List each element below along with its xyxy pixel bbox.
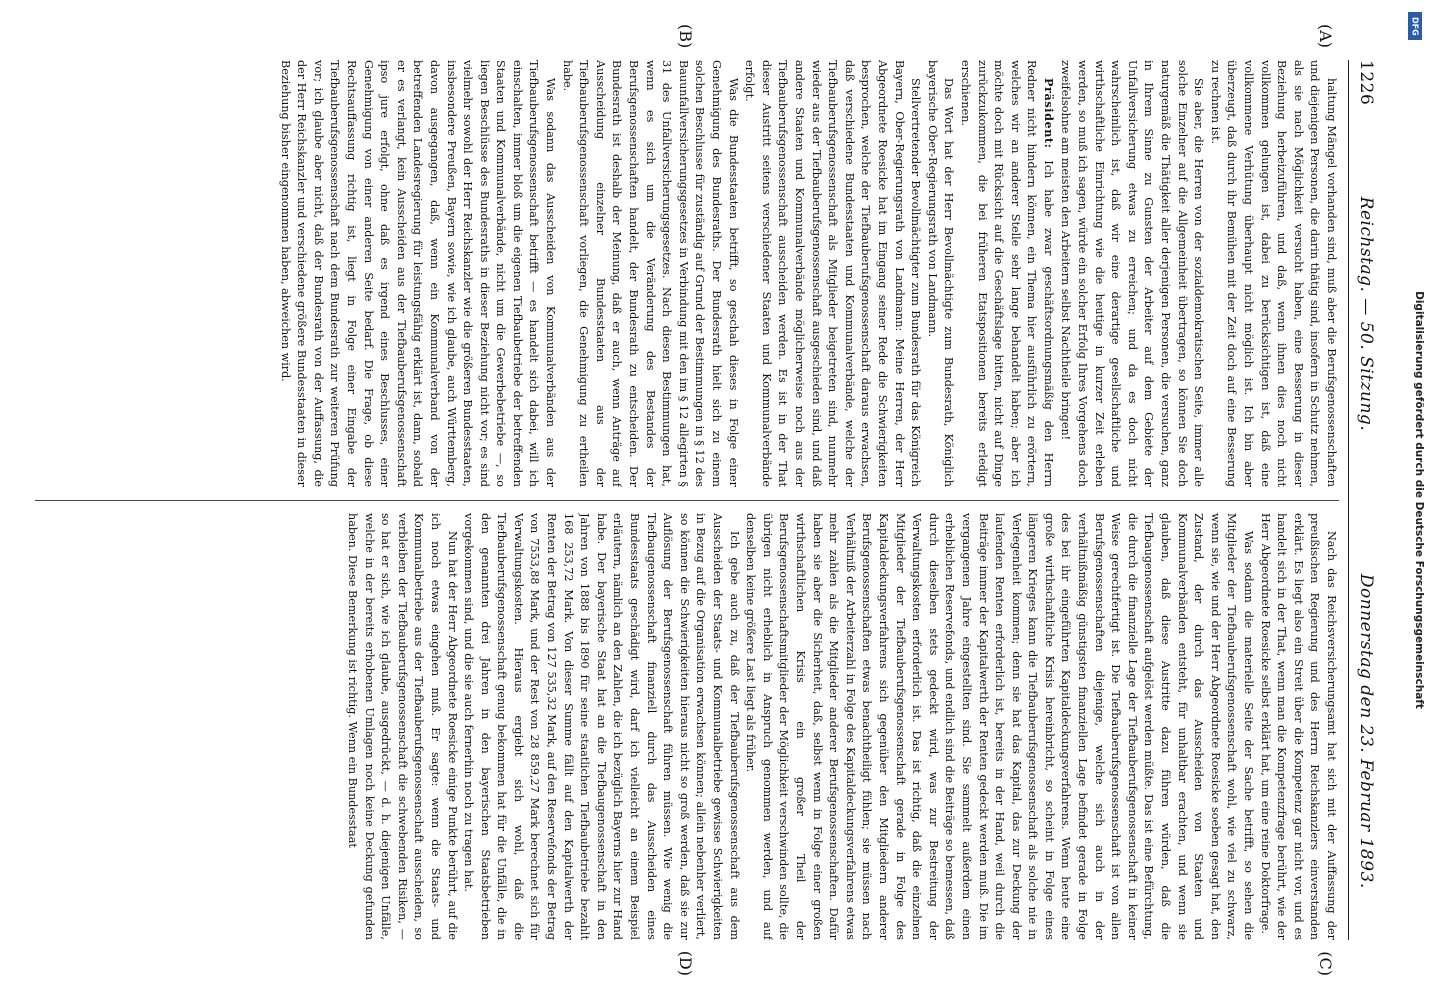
paragraph xyxy=(956,60,1057,487)
paragraph xyxy=(1206,60,1339,487)
right-column xyxy=(35,513,1339,940)
paragraph xyxy=(923,60,956,487)
paragraph xyxy=(343,513,459,940)
paragraph-text: haltung Mängel vorhanden sind, muß aber die Berufsgenossenschaften und diejenigen Personen, die darin thätig sind, insofern in Schutz nehmen, als sie nach Möglichkeit versucht haben, eine Besserung in dieser Beziehung herbeizuführen, und daß, wenn ihnen dies noch nicht vollkommen gelungen ist, dabei zu berücksichtigen ist, daß eine vollkommene Verhütung überhaupt nicht möglich ist. Ich bin aber überzeugt, daß durch ihr Bemühen mit der Zeit doch auf eine Besserung zu rechnen ist. xyxy=(1208,60,1338,487)
paragraph-text: Das Wort hat der Herr Bevollmächtigte zum Bundesrath, Königlich bayerische Ober-Regierungsrath von Landmann. xyxy=(925,60,956,487)
header-rule xyxy=(1348,60,1349,940)
paragraph xyxy=(741,60,924,487)
document-page xyxy=(15,20,1395,980)
paragraph-text: Ich gebe auch zu, daß der Tiefbauberufsgenossenschaft aus dem Ausscheiden der Staats- und Kommunalbetriebe gewisse Schwierigkeiten in Bezug auf die Organisation erwachsen können; allein nebenher verliert, so können die Schwierigkeiten hieraus nicht so groß werden, daß sie zur Auflösung der Berufsgenossenschaft führen müssen. Wie wenig die Tiefbaugenossenschaft finanziell durch das Ausscheiden eines Bundesstaats geschädigt wird, darf ich vielleicht an einem Beispiel erläutern, nämlich an den Zahlen, die ich bezüglich Bayerns hier zur Hand habe. Der bayerische Staat hat an die Tiefbaugenossenschaft in den Jahren von 1888 bis 1890 für seine staatlichen Tiefbaubetriebe bezahlt 168 253,72 Mark. Von dieser Summe fällt auf den Kapitalwerth der Renten der Betrag von 127 535,32 Mark, auf den Reservefonds der Betrag von 7553,88 Mark, und der Rest von 28 859,27 Mark berechnet sich für Verwaltungskosten. Hieraus ergiebt sich wohl, daß die Tiefbauberufsgenossenschaft genug bekommen hat für die Unfälle, die in den genannten drei Jahren in den bayerischen Staatsbetrieben vorgekommen sind, und die sie auch fernerhin noch zu tragen hat. xyxy=(462,513,741,940)
paragraph-text: Stellvertretender Bevollmächtigter zum Bundesrath für das Königreich Bayern, Ober-Regierungsrath von Landmann: Meine Herren, der Herr Abgeordnete Roesicke hat im Eingang seiner Rede die Schwierigkeiten besprochen, welche der Tiefbauberufsgenossenschaft daraus erwachsen, daß verschiedene Bundesstaaten und Kommunalverbände, welche der Tiefbauberufsgenossenschaft als Mitglieder beigetreten sind, nunmehr wieder aus der Tiefbauberufsgenossenschaft ausgeschieden sind, und daß andere Staaten und Kommunalverbände möglicherweise noch aus der Tiefbauberufsgenossenschaft ausscheiden werden. Es ist in der That dieser Austritt seitens verschiedener Staaten und Kommunalverbände erfolgt. xyxy=(743,60,923,487)
margin-mark-d: (D) xyxy=(676,950,695,976)
paragraph xyxy=(460,513,742,940)
paragraph-text: Nun hat der Herr Abgeordnete Roesicke einige Punkte berührt, auf die ich noch etwas eingehen muß. Er sagte: wenn die Staats- und Kommunalbetriebe aus der Tiefbauberufsgenossenschaft ausscheiden, so verbleiben der Tiefbauberufsgenossenschaft die schwebenden Risiken, — so hat er sich, wie ich glaube, ausgedrückt, — d. h. diejenigen Unfälle, welche in der bereits erhobenen Umlagen noch keine Deckung gefunden haben. Diese Bemerkung ist richtig. Wenn ein Bundesstaat xyxy=(345,513,459,940)
paragraph-text: Nach das Reichsversicherungsamt hat sich mit der Auffassung der preußischen Regierung und des Herrn Reichskanzlers einverstanden erklärt. Es liegt also ein Streit über die Kompetenz gar nicht vor, und es handelt sich in der That, wenn man die Kompetenzfrage berührt, wie der Herr Abgeordnete Roesicke selbst erklärt hat, um eine reine Doktorfrage. xyxy=(1258,513,1338,940)
paragraph xyxy=(1256,513,1339,940)
speaker-name: Präsident: xyxy=(1041,78,1056,161)
dfg-logo: DFG xyxy=(1408,12,1422,40)
paragraph xyxy=(742,513,1256,940)
margin-mark-a: (A) xyxy=(1316,24,1335,49)
left-column xyxy=(35,60,1339,487)
digitization-sidebar xyxy=(1412,8,1426,992)
column-divider xyxy=(35,500,1339,501)
session-title: Reichstag. — 50. Sitzung. xyxy=(1356,196,1376,432)
digitization-note: Digitalisierung gefördert durch die Deutsche Forschungsgemeinschaft xyxy=(1413,291,1425,709)
paragraph xyxy=(1057,60,1206,487)
paragraph-text: Ich habe zwar geschäftsordnungsmäßig den Herrn Redner nicht hindern können, ein Thema hier ausführlich zu erörtern, welches wir an anderer Stelle sehr lange behandelt haben; aber ich möchte doch mit Rücksicht auf die Geschäftslage bitten, nicht auf Dinge zurückzukommen, die bei früheren Etatspositionen bereits erledigt erschienen. xyxy=(958,60,1055,487)
paragraph-text: Was sodann das Ausscheiden von Kommunalverbänden aus der Tiefbauberufsgenossenschaft betrifft — es handelt sich dabei, will ich einschalten, immer bloß um die eigenen Tiefbaubetriebe der betreffenden Staaten und Kommunalverbände, nicht um die Gewerbebetriebe —, so liegen Beschlüsse des Bundesraths in dieser Beziehung nicht vor; es sind vielmehr sowohl der Herr Reichskanzler wie die größeren Bundesstaaten, insbesondere Preußen, Bayern sowie, wie ich glaube, auch Württemberg, davon ausgegangen, daß, wenn ein Kommunalverband von der betreffenden Landesregierung für leistungsfähig erklärt ist, dann, sobald er es verlangt, kein Ausscheiden aus der Tiefbauberufsgenossenschaft ipso jure erfolgt, ohne daß es irgend eines Beschlusses, einer Genehmigung von einer anderen Seite bedarf. Die Frage, ob diese Rechtsauffassung richtig ist, liegt in Folge einer Eingabe der Tiefbauberufsgenossenschaft nach dem Bundesrath zur weiteren Prüfung vor; ich glaube aber nicht, daß der Bundesrath von der Auffassung, die der Herr Reichskanzler und verschiedene größere Bundesstaaten in dieser Beziehung bisher eingenommen haben, abweichen wird. xyxy=(278,60,558,487)
paragraph-text: Was die Bundesstaaten betrifft, so geschah dieses in Folge einer Genehmigung des Bundesraths. Der Bundesrath hielt sich zu einem solchen Beschlusse für zuständig auf Grund der Bestimmungen in § 12 des Bauunfallversicherungsgesetzes in Verbindung mit den im § 12 allegirten § 31 des Unfallversicherungsgesetzes. Nach diesen Bestimmungen hat, wenn es sich um die Veränderung des Bestandes der Berufsgenossenschaften handelt, der Bundesrath zu entscheiden. Der Bundesrath ist deshalb der Meinung, daß er auch, wenn Anträge auf Ausscheidung einzelner Bundesstaaten aus der Tiefbauberufsgenossenschaft vorliegen, die Genehmigung zu ertheilen habe. xyxy=(560,60,740,487)
paragraph xyxy=(558,60,741,487)
session-date: Donnerstag den 23. Februar 1893. xyxy=(1356,573,1376,889)
paragraph xyxy=(276,60,558,487)
page-header xyxy=(1353,60,1379,940)
paragraph-text: Was sodann die materielle Seite der Sache betrifft, so sehen die Mitglieder der Tiefbauberufsgenossenschaft wohl, wie viel zu schwarz, wenn sie, wie und der Herr Abgeordnete Roesicke soeben gesagt hat, den Zustand, der durch das Ausscheiden von Staaten und Kommunalverbänden entsteht, für unhaltbar erachten, und wenn sie glauben, daß diese Austritte dazu führen würden, daß die Tiefbaugenossenschaft aufgelöst werden müßte. Das ist eine Befürchtung, die durch die finanzielle Lage der Tiefbauberufsgenossenschaft in keiner Weise gerechtfertigt ist. Die Tiefbauberufsgenossenschaft ist von allen Berufsgenossenschaften diejenige, welche sich auch in der verhältnißmäßig günstigsten finanziellen Lage befindet gerade in Folge des bei ihr eingeführten Kapitaldeckungsverfahrens. Wenn heute eine große wirthschaftliche Krisis hereinbricht, so scheint in Folge eines längeren Krieges kann die Tiefbauberufsgenossenschaft als solche nie in Verlegenheit kommen; denn sie hat das Kapital, das zur Deckung der laufenden Renten erforderlich ist, bereits in der Hand, weil durch die Beiträge immer der Kapitalwerth der Renten gedeckt werden muß. Die im vergangenen Jahre eingestellten sind. Sie sammelt außerdem einen erheblichen Reservefonds, und endlich sind die Beiträge so bemessen, daß durch dieselben stets gedeckt wird, was zur Bestreitung der Verwaltungskosten erforderlich ist. Das ist richtig, daß die einzelnen Mitglieder der Tiefbauberufsgenossenschaft gerade in Folge des Kapitaldeckungsverfahrens sich gegenüber den Mitgliedern anderer Berufsgenossenschaften etwas benachtheiligt fühlen; sie müssen nach Verhältniß der Arbeiterzahl in Folge des Kapitaldeckungsverfahrens etwas mehr zahlen als die Mitglieder anderer Berufsgenossenschaften. Dafür haben sie aber die Sicherheit, daß, selbst wenn in Folge einer großen wirthschaftlichen Krisis ein großer Theil der Berufsgenossenschaftsmitglieder der Möglichkeit verschwinden sollte, die übrigen nicht erheblich in Anspruch genommen werden, und auf denselben keine größere Last liegt als früher. xyxy=(744,513,1256,940)
page-number: 1226 xyxy=(1356,60,1376,106)
paragraph-text: Sie aber, die Herren von der sozialdemokratischen Seite, immer alle solche Einzelner auf die Allgemeinheit übertragen, so können Sie doch naturgemäß die Thätigkeit aller derjenigen Personen, die versuchen, ganz in Ihrem Sinne zu Gunsten der Arbeiter auf dem Gebiete der Unfallversicherung etwas zu erreichen; und da es doch nicht wahrscheinlich ist, daß wir eine derartige gesellschaftliche und wirthschaftliche Einrichtung wie die heutige in kurzer Zeit erleben werden, so muß ich sagen, würde ein solcher Erfolg Ihres Vorgehens doch zweifelsohne am meisten den Arbeitern selbst Nachtheile bringen! xyxy=(1059,60,1206,487)
margin-mark-c: (C) xyxy=(1316,951,1335,976)
margin-mark-b: (B) xyxy=(676,24,695,49)
